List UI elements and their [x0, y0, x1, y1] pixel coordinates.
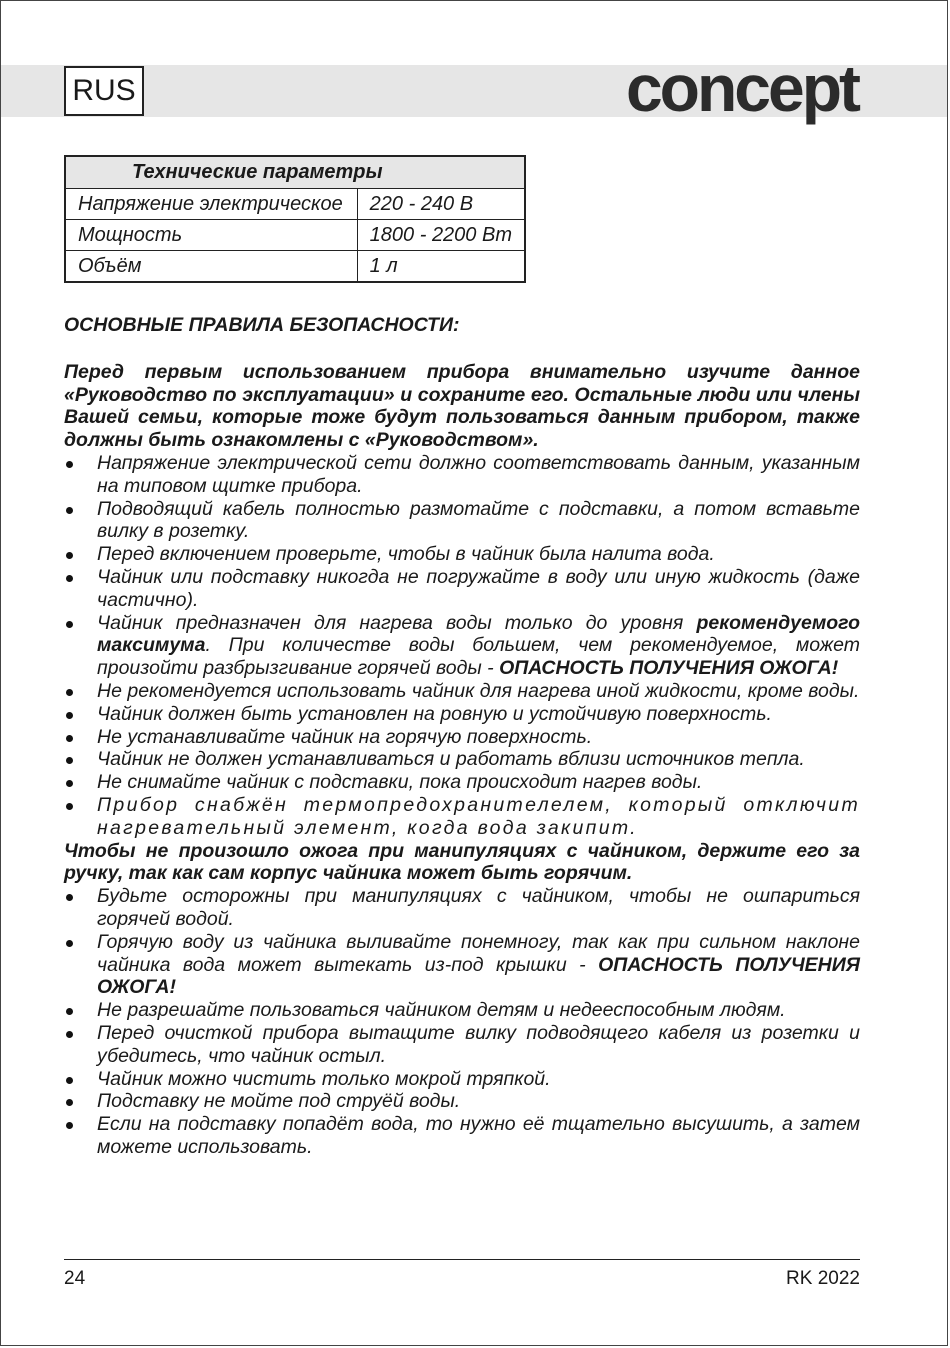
specs-table-title: Технические параметры [65, 156, 525, 189]
list-item: Чайник или подставку никогда не погружайте в воду или иную жидкость (даже частично). [64, 566, 860, 612]
model-number: RK 2022 [786, 1268, 860, 1289]
danger-text: ОПАСНОСТЬ ПОЛУЧЕНИЯ ОЖОГА! [97, 953, 860, 999]
text-span: Чайник предназначен для нагрева воды только до уровня [97, 611, 697, 634]
spec-label: Мощность [65, 220, 357, 251]
spec-label: Объём [65, 251, 357, 283]
list-item: Напряжение электрической сети должно соответствовать данным, указанным на типовом щитке прибора. [64, 452, 860, 498]
list-item: Перед включением проверьте, чтобы в чайник была налита вода. [64, 543, 860, 566]
burn-warning: Чтобы не произошло ожога при манипуляциях с чайником, держите его за ручку, так как сам корпус чайника может быть горячим. [64, 839, 860, 885]
list-item: Прибор снабжён термопредохранителелем, который отключит нагревательный элемент, когда вода закипит. [64, 794, 860, 840]
intro-paragraph: Перед первым использованием прибора внимательно изучите данное «Руководство по эксплуатации» и сохраните его. Остальные люди или члены Вашей семьи, которые тоже будут пользоваться данным прибором, также должны быть ознакомлены с «Руководством». [64, 360, 860, 452]
danger-text: ОПАСНОСТЬ ПОЛУЧЕНИЯ ОЖОГА! [499, 657, 839, 680]
table-row [65, 189, 525, 220]
list-item: Не разрешайте пользоваться чайником детям и недееспособным людям. [64, 999, 860, 1022]
table-row [65, 220, 525, 251]
list-item [64, 931, 860, 999]
table-row [65, 251, 525, 283]
safety-section [64, 314, 860, 1159]
brand-logo: concept [625, 51, 858, 125]
rules-list [64, 885, 860, 1159]
list-item: Подставку не мойте под струёй воды. [64, 1090, 860, 1113]
page-number: 24 [64, 1268, 86, 1289]
list-item: Чайник не должен устанавливаться и работать вблизи источников тепла. [64, 748, 860, 771]
section-title: ОСНОВНЫЕ ПРАВИЛА БЕЗОПАСНОСТИ: [64, 314, 460, 336]
list-item: Подводящий кабель полностью размотайте с подставки, а потом вставьте вилку в розетку. [64, 498, 860, 544]
text-span: . При количестве воды большем, чем рекомендуемое, может произойти разбрызгивание горячей воды - [97, 634, 860, 680]
spec-value: 1800 - 2200 Вт [357, 220, 525, 251]
list-item: Чайник должен быть установлен на ровную и устойчивую поверхность. [64, 703, 860, 726]
list-item: Если на подставку попадёт вода, то нужно её тщательно высушить, а затем можете использовать. [64, 1113, 860, 1159]
spec-value: 1 л [357, 251, 525, 283]
text-span: Горячую воду из чайника выливайте понемногу, так как при сильном наклоне чайника вода может вытекать из-под крышки - [97, 930, 860, 976]
list-item: Не устанавливайте чайник на горячую поверхность. [64, 726, 860, 749]
emphasis-text: рекомендуемого максимума [97, 611, 860, 657]
footer-divider [64, 1259, 860, 1260]
specs-table [64, 155, 526, 283]
list-item: Будьте осторожны при манипуляциях с чайником, чтобы не ошпариться горячей водой. [64, 885, 860, 931]
list-item: Не рекомендуется использовать чайник для нагрева иной жидкости, кроме воды. [64, 680, 860, 703]
rules-list [64, 452, 860, 840]
language-badge: RUS [64, 66, 144, 116]
list-item: Чайник можно чистить только мокрой тряпкой. [64, 1068, 860, 1091]
spec-label: Напряжение электрическое [65, 189, 357, 220]
list-item: Перед очисткой прибора вытащите вилку подводящего кабеля из розетки и убедитесь, что чайник остыл. [64, 1022, 860, 1068]
list-item [64, 612, 860, 680]
list-item: Не снимайте чайник с подставки, пока происходит нагрев воды. [64, 771, 860, 794]
spec-value: 220 - 240 В [357, 189, 525, 220]
